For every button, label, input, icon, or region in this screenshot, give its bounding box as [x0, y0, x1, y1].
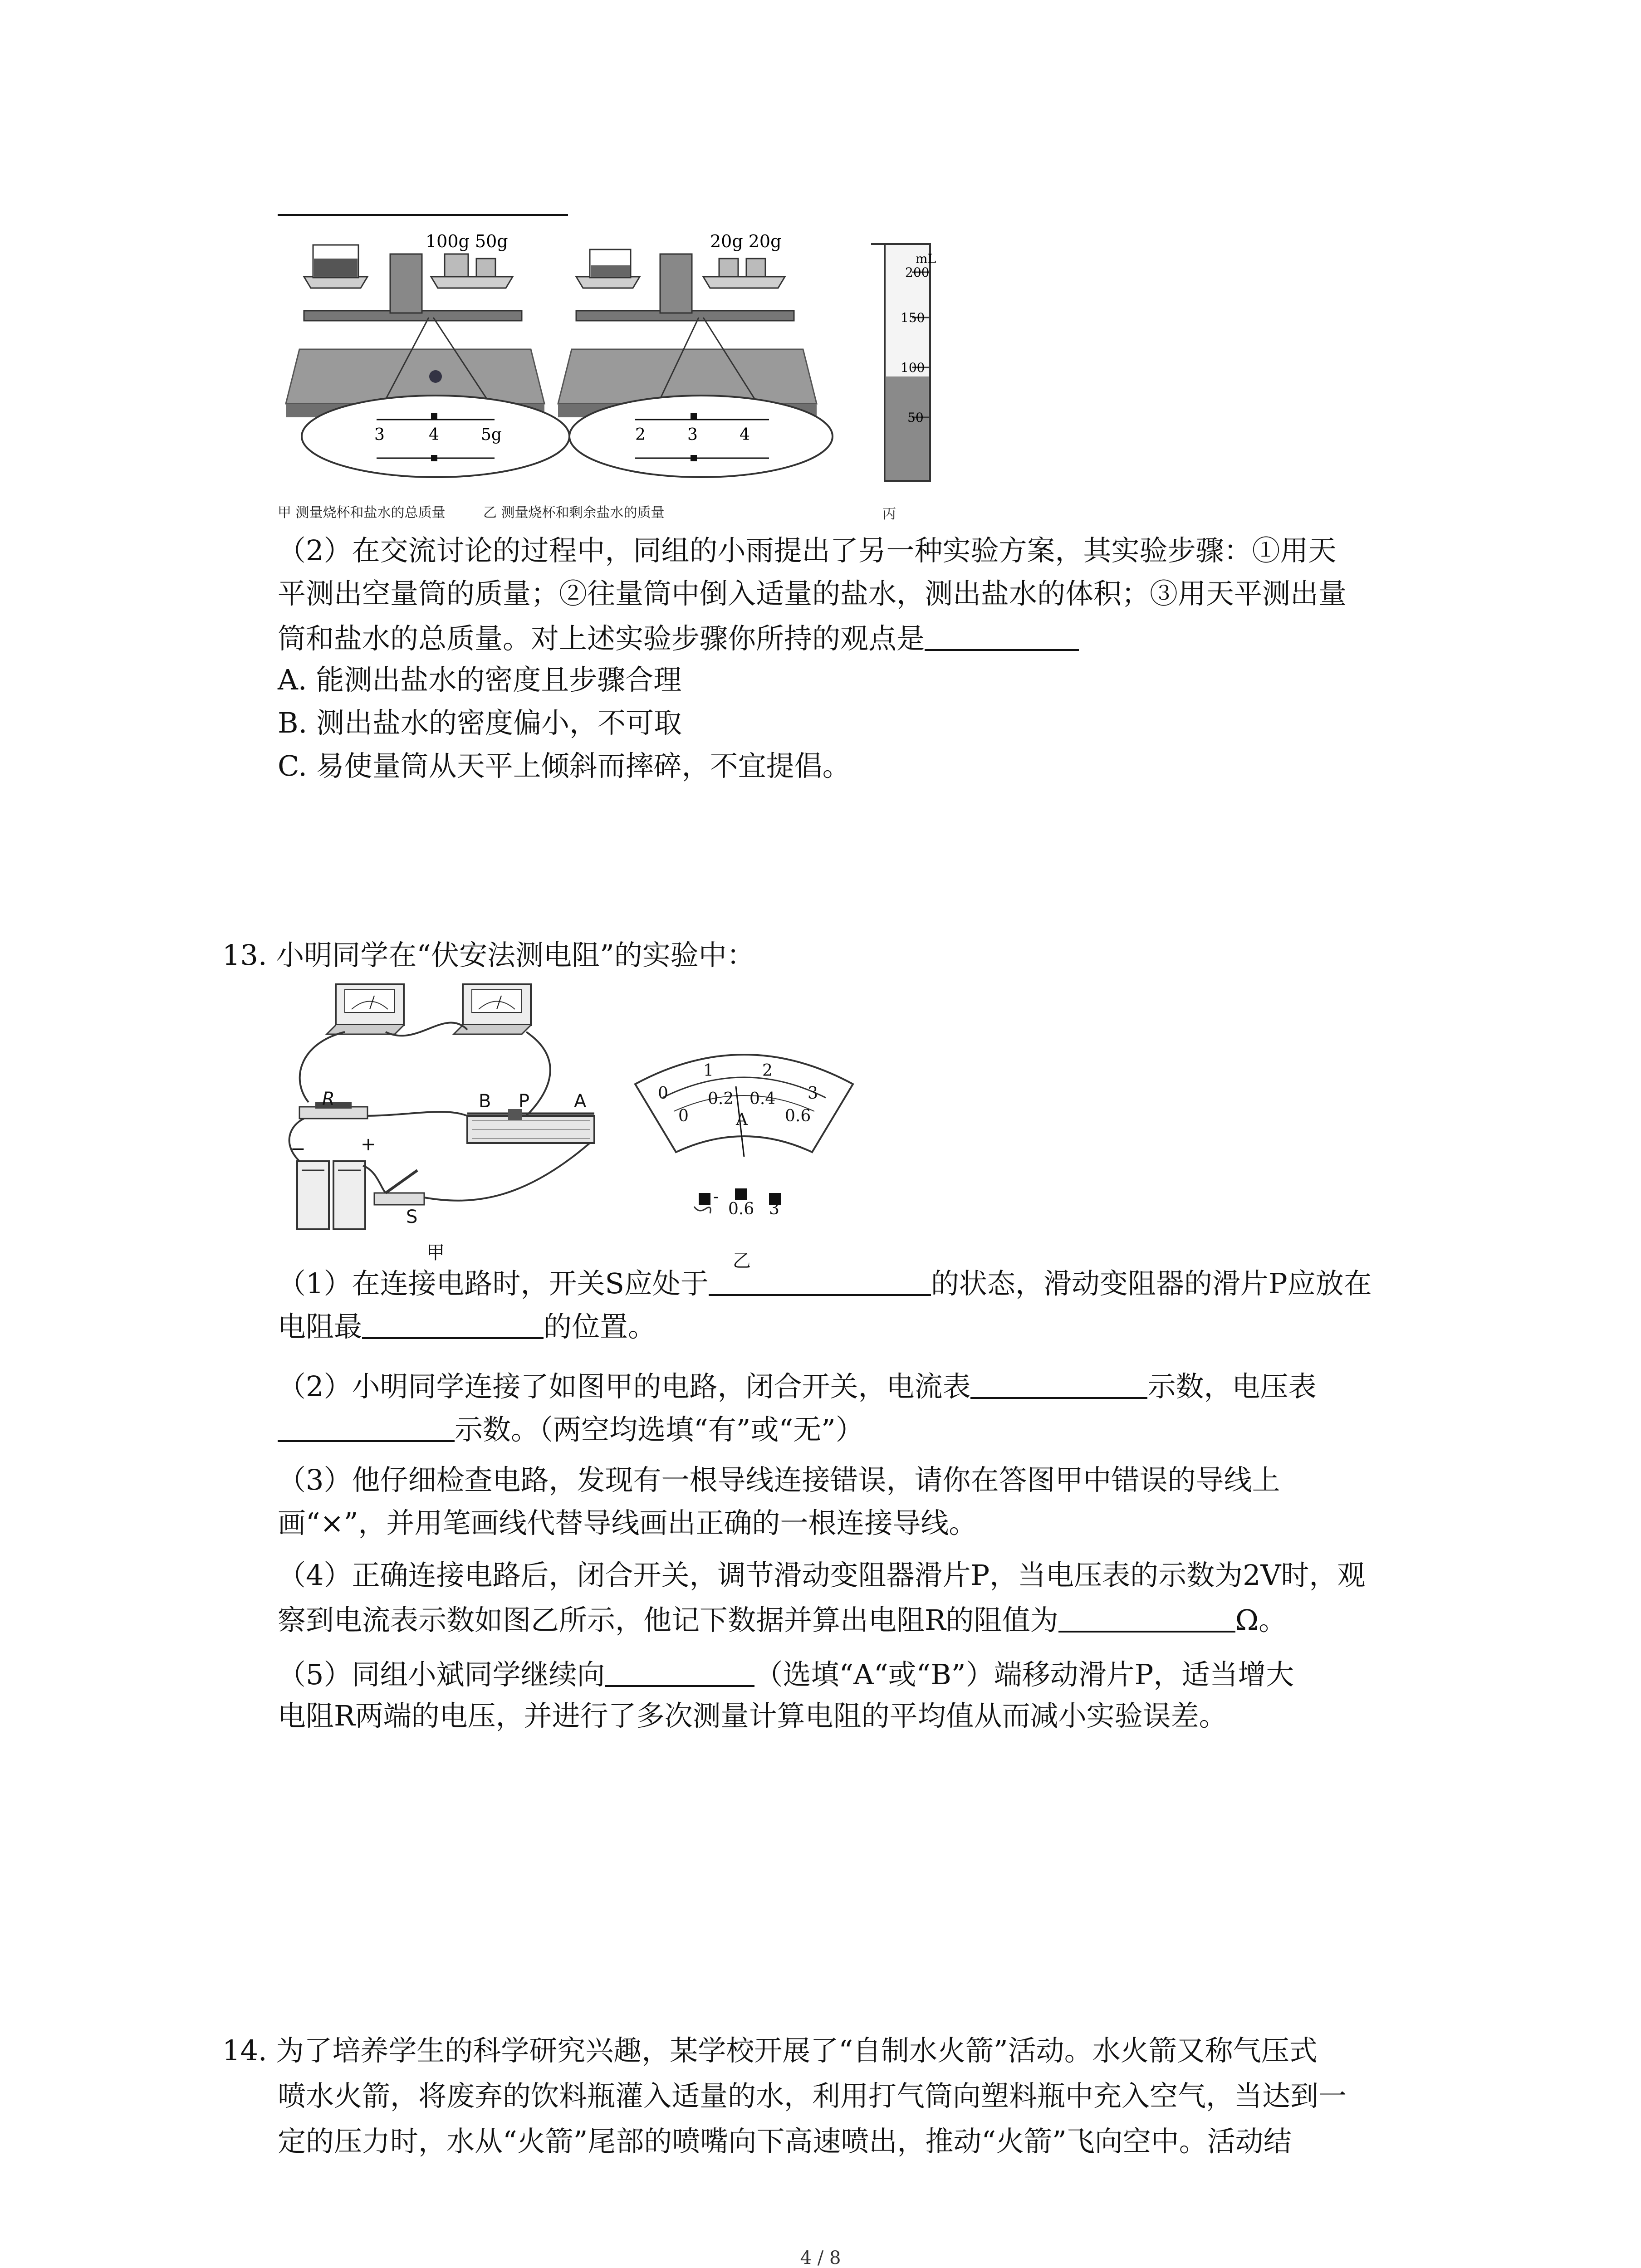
q13-p4-line2 [278, 1603, 1287, 1637]
terminal-0-6: 0.6 [728, 1200, 754, 1218]
label-p: P [519, 1091, 530, 1112]
q13-p2-text-c: 示数。（两空均选填“有”或“无”） [455, 1413, 864, 1446]
q13-p4-blank[interactable] [1058, 1604, 1235, 1633]
top-rule [278, 214, 568, 216]
battery [297, 1161, 365, 1229]
scale-jia-2: 5g [481, 425, 502, 444]
ammeter-top-2: 2 [762, 1061, 773, 1080]
weights-jia: 100g 50g [426, 231, 508, 251]
ammeter-top-3: 3 [808, 1084, 818, 1103]
caption-ammeter-yi: 乙 [733, 1251, 751, 1271]
q13-p1-text-a: （1）在连接电路时，开关S应处于 [278, 1267, 709, 1300]
cylinder-tick-150: 150 [901, 310, 925, 325]
label-a: A [574, 1091, 587, 1112]
rheostat [467, 1109, 594, 1143]
figure-q12-drawing [277, 227, 957, 526]
ammeter-unit: A [736, 1110, 748, 1129]
q12-2-line1: （2）在交流讨论的过程中，同组的小雨提出了另一种实验方案，其实验步骤：①用天 [278, 534, 1337, 567]
q13-p1-text-d: 的位置。 [544, 1310, 656, 1343]
scale-jia-1: 4 [429, 425, 439, 444]
ammeter-top-0: 0 [658, 1084, 668, 1103]
q13-p2-text-b: 示数，电压表 [1147, 1370, 1317, 1403]
q14-line2: 喷水火箭，将废弃的饮料瓶灌入适量的水，利用打气筒向塑料瓶中充入空气，当达到一 [278, 2079, 1347, 2112]
q12-option-c: C. 易使量筒从天平上倾斜而摔碎，不宜提倡。 [278, 749, 851, 782]
label-plus: + [361, 1134, 376, 1155]
cylinder-unit: mL [916, 251, 936, 266]
q14-line3: 定的压力时，水从“火箭”尾部的喷嘴向下高速喷出，推动“火箭”飞向空中。活动结 [278, 2125, 1292, 2158]
q13-p2-text-a: （2）小明同学连接了如图甲的电路，闭合开关，电流表 [278, 1370, 971, 1403]
q13-p5-blank[interactable] [605, 1659, 754, 1687]
balance-jia [286, 245, 544, 417]
q13-p2-line1 [278, 1371, 1316, 1401]
q12-option-b: B. 测出盐水的密度偏小，不可取 [278, 706, 682, 739]
cylinder-tick-50: 50 [907, 410, 924, 425]
q12-2-line3 [278, 623, 1079, 653]
cylinder-tick-200: 200 [905, 265, 930, 280]
q13-p1-text-b: 的状态，滑动变阻器的滑片P应放在 [931, 1267, 1372, 1300]
q13-p3-line2: 画“×”，并用笔画线代替导线画出正确的一根连接导线。 [278, 1506, 977, 1540]
voltmeter [327, 984, 404, 1034]
q13-p1-blank-2[interactable] [362, 1311, 544, 1339]
balance-yi [558, 249, 817, 417]
scale-yi-1: 3 [687, 425, 698, 444]
scale-jia-0: 3 [374, 425, 385, 444]
cylinder-tick-100: 100 [901, 360, 925, 375]
q12-option-a: A. 能测出盐水的密度且步骤合理 [278, 663, 682, 696]
label-b: B [479, 1091, 491, 1112]
scale-yi-2: 4 [740, 425, 750, 444]
q13-p1-blank-1[interactable] [709, 1268, 931, 1296]
ammeter-bottom-2: 0.4 [749, 1090, 776, 1108]
q13-p1-text-c: 电阻最 [278, 1310, 362, 1343]
q13-p3-line1: （3）他仔细检查电路，发现有一根导线连接错误，请你在答图甲中错误的导线上 [278, 1463, 1280, 1496]
q14-line1: 14. 为了培养学生的科学研究兴趣，某学校开展了“自制水火箭”活动。水火箭又称气压式 [222, 2034, 1318, 2067]
caption-bing: 丙 [882, 506, 896, 522]
q13-p4-text-c: Ω。 [1235, 1603, 1287, 1637]
q13-p5-text-b: （选填“A“或“B”）端移动滑片P，适当增大 [754, 1658, 1294, 1691]
q12-2-line3-text: 筒和盐水的总质量。对上述实验步骤你所持的观点是 [278, 622, 925, 655]
label-s: S [406, 1207, 418, 1227]
q13-p5-text-a: （5）同组小斌同学继续向 [278, 1658, 605, 1691]
q13-p1-line2 [278, 1311, 656, 1341]
ammeter-bottom-3: 0.6 [785, 1107, 811, 1125]
terminal-minus: - [713, 1188, 719, 1206]
caption-circuit-jia: 甲 [426, 1242, 445, 1263]
ammeter-bottom-1: 0.2 [708, 1090, 734, 1108]
q13-intro: 13. 小明同学在“伏安法测电阻”的实验中： [222, 938, 755, 972]
ammeter-top-scale [631, 1043, 857, 1225]
label-minus: − [290, 1139, 306, 1159]
weights-yi: 20g 20g [710, 231, 782, 251]
figure-q12 [277, 227, 957, 526]
q13-p2-blank-1[interactable] [970, 1371, 1147, 1399]
q13-p2-line2 [278, 1414, 864, 1444]
ammeter-top-1: 1 [703, 1061, 714, 1080]
ammeter-bottom-0: 0 [678, 1107, 689, 1125]
q13-p5-line2: 电阻R两端的电压，并进行了多次测量计算电阻的平均值从而减小实验误差。 [278, 1699, 1227, 1732]
q13-p5-line1 [278, 1659, 1294, 1689]
q12-2-answer-blank[interactable] [925, 623, 1079, 651]
q13-p4-text-b: 察到电流表示数如图乙所示，他记下数据并算出电阻R的阻值为 [278, 1603, 1058, 1637]
caption-yi: 乙 测量烧杯和剩余盐水的质量 [483, 505, 665, 521]
label-r: R [322, 1089, 335, 1110]
q13-p4-line1: （4）正确连接电路后，闭合开关，调节滑动变阻器滑片P，当电压表的示数为2V时，观 [278, 1559, 1366, 1592]
terminal-3: 3 [769, 1200, 779, 1218]
caption-jia: 甲 测量烧杯和盐水的总质量 [278, 505, 446, 521]
q12-2-line2: 平测出空量筒的质量；②往量筒中倒入适量的盐水，测出盐水的体积；③用天平测出量 [278, 577, 1347, 610]
scale-yi-0: 2 [635, 425, 646, 444]
page-number: 4 / 8 [800, 2248, 841, 2268]
q13-p2-blank-2[interactable] [278, 1414, 455, 1442]
q13-p1-line1 [278, 1268, 1372, 1298]
